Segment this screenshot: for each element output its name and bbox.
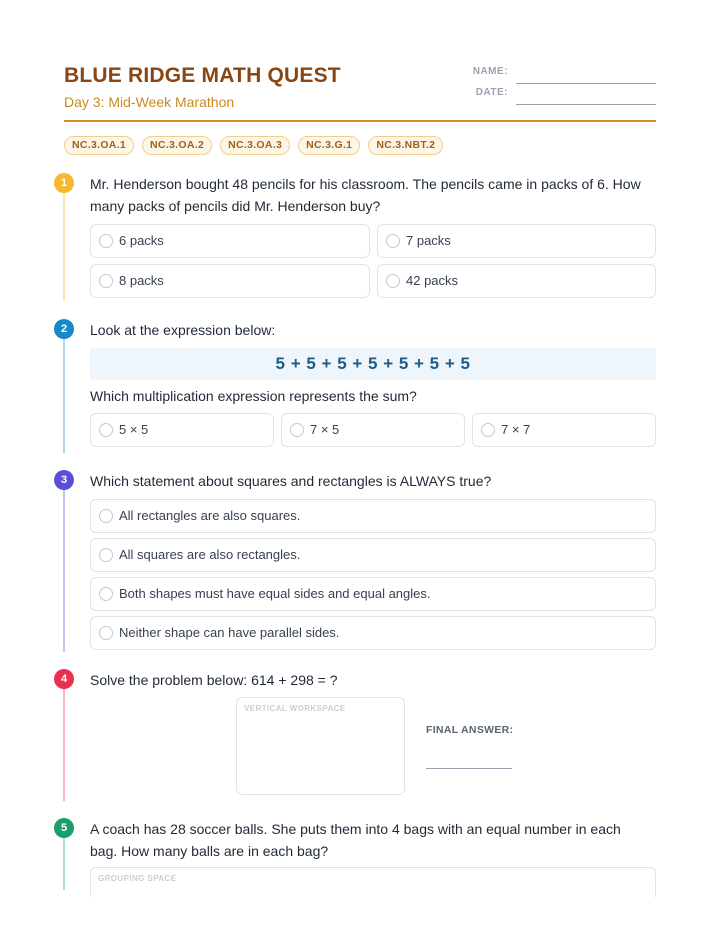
answer-option[interactable] (90, 264, 370, 298)
answer-option[interactable] (90, 538, 656, 572)
question-rail (63, 193, 65, 301)
option-label: All rectangles are also squares. (119, 508, 301, 523)
radio-icon[interactable] (99, 626, 113, 640)
date-line[interactable] (516, 104, 656, 105)
final-answer-line[interactable] (426, 768, 512, 769)
answer-option[interactable] (377, 264, 656, 298)
name-field[interactable] (466, 66, 656, 84)
workspace-label: GROUPING SPACE (98, 874, 177, 883)
answer-option[interactable] (90, 577, 656, 611)
option-label: 6 packs (119, 233, 164, 248)
question-rail (63, 838, 65, 890)
question-4 (54, 669, 656, 801)
question-rail (63, 689, 65, 801)
radio-icon[interactable] (99, 509, 113, 523)
date-field[interactable] (466, 87, 656, 105)
standard-badge: NC.3.OA.1 (64, 136, 134, 155)
worksheet-title: BLUE RIDGE MATH QUEST (64, 64, 341, 87)
radio-icon[interactable] (99, 587, 113, 601)
radio-icon[interactable] (386, 274, 400, 288)
question-rail (63, 339, 65, 453)
option-label: 42 packs (406, 273, 459, 288)
question-number: 3 (54, 470, 74, 490)
final-answer-label: FINAL ANSWER: (426, 724, 514, 736)
standard-badge: NC.3.OA.3 (220, 136, 290, 155)
question-text: Which statement about squares and rectangles is ALWAYS true? (90, 473, 492, 489)
option-label: All squares are also rectangles. (119, 547, 301, 562)
radio-icon[interactable] (99, 548, 113, 562)
question-number: 5 (54, 818, 74, 838)
answer-option[interactable] (281, 413, 465, 447)
radio-icon[interactable] (99, 423, 113, 437)
question-1 (54, 173, 656, 301)
radio-icon[interactable] (481, 423, 495, 437)
worksheet-subtitle: Day 3: Mid-Week Marathon (64, 94, 235, 110)
answer-option[interactable] (90, 499, 656, 533)
question-2 (54, 319, 656, 453)
standard-badge: NC.3.OA.2 (142, 136, 212, 155)
answer-option[interactable] (472, 413, 656, 447)
option-label: Neither shape can have parallel sides. (119, 625, 340, 640)
answer-options (90, 264, 656, 298)
standard-badge: NC.3.G.1 (298, 136, 360, 155)
grouping-workspace[interactable] (90, 867, 656, 897)
question-number: 2 (54, 319, 74, 339)
option-label: 7 × 7 (501, 422, 531, 437)
answer-option[interactable] (90, 616, 656, 650)
answer-options (90, 224, 656, 258)
expression-box: 5 + 5 + 5 + 5 + 5 + 5 + 5 (90, 348, 656, 380)
standards-list (64, 136, 443, 155)
option-label: 8 packs (119, 273, 164, 288)
answer-option[interactable] (90, 413, 274, 447)
radio-icon[interactable] (386, 234, 400, 248)
radio-icon[interactable] (290, 423, 304, 437)
question-text: Mr. Henderson bought 48 pencils for his classroom. The pencils came in packs of 6. How many packs of pencils did Mr. Henderson buy? (90, 176, 641, 214)
standard-badge: NC.3.NBT.2 (368, 136, 443, 155)
option-label: 7 packs (406, 233, 451, 248)
answer-options (90, 413, 656, 447)
question-number: 4 (54, 669, 74, 689)
question-number: 1 (54, 173, 74, 193)
header-divider (64, 120, 656, 122)
question-3 (54, 470, 656, 652)
name-label: NAME: (472, 66, 508, 77)
worksheet-page (60, 0, 656, 932)
option-label: 7 × 5 (310, 422, 340, 437)
answer-option[interactable] (377, 224, 656, 258)
vertical-workspace[interactable] (236, 697, 405, 795)
date-label: DATE: (475, 87, 508, 98)
question-intro: Look at the expression below: (90, 322, 276, 338)
radio-icon[interactable] (99, 274, 113, 288)
radio-icon[interactable] (99, 234, 113, 248)
question-text: A coach has 28 soccer balls. She puts them into 4 bags with an equal number in each bag. How many balls are in each bag? (90, 821, 621, 859)
answer-option[interactable] (90, 224, 370, 258)
option-label: 5 × 5 (119, 422, 149, 437)
option-label: Both shapes must have equal sides and equal angles. (119, 586, 431, 601)
workspace-label: VERTICAL WORKSPACE (244, 704, 346, 713)
question-text: Solve the problem below: 614 + 298 = ? (90, 672, 338, 688)
question-5 (54, 818, 656, 890)
question-rail (63, 490, 65, 652)
question-text: Which multiplication expression represents the sum? (90, 388, 417, 404)
name-line[interactable] (516, 83, 656, 84)
